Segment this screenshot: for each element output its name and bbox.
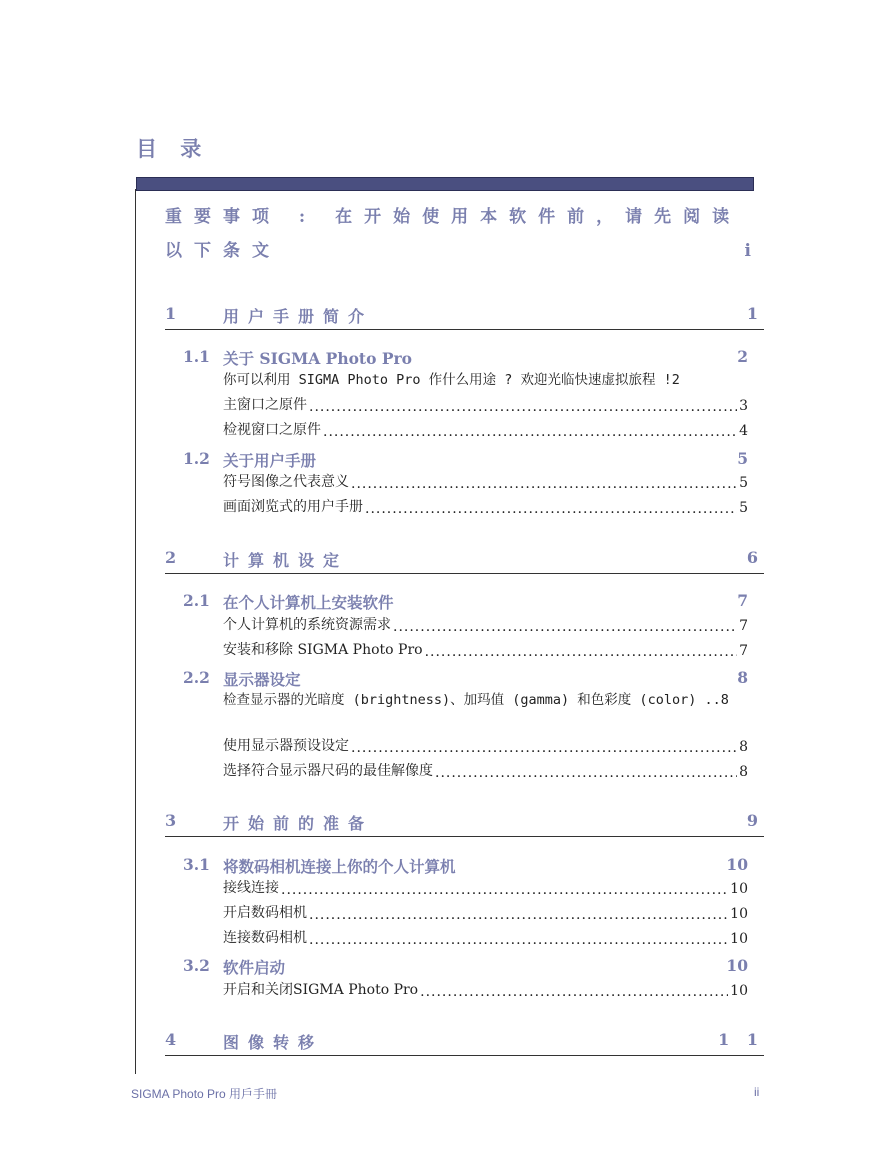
- chapter-title: 用户手册简介: [223, 307, 374, 326]
- entry-text: 主窗口之原件: [223, 397, 307, 413]
- toc-section-1-1[interactable]: [183, 347, 748, 369]
- entry-text: 检视窗口之原件: [223, 422, 321, 438]
- left-rule: [135, 189, 136, 1074]
- entry-text: 你可以利用 SIGMA Photo Pro 作什么用途 ? 欢迎光临快速虚拟旅程 !2: [223, 372, 680, 388]
- dot-leader: [323, 425, 737, 439]
- toc-section-2-1[interactable]: [183, 591, 748, 613]
- section-page: 10: [726, 855, 748, 874]
- section-number: 1.1: [183, 347, 210, 366]
- section-page: 2: [737, 347, 748, 366]
- toc-entry[interactable]: [223, 471, 748, 491]
- chapter-number: 1: [165, 304, 177, 323]
- toc-entry[interactable]: [223, 927, 748, 947]
- section-title: 软件启动: [223, 958, 286, 977]
- dot-leader: [425, 645, 738, 659]
- entry-text: 开启和关闭SIGMA Photo Pro: [223, 982, 419, 998]
- footer-title: SIGMA Photo Pro 用戶手冊: [131, 1087, 278, 1101]
- toc-intro-page: i: [744, 241, 751, 261]
- section-title: 在个人计算机上安装软件: [223, 593, 394, 612]
- chapter-page: 1: [746, 304, 764, 323]
- section-title: 显示器设定: [223, 670, 301, 689]
- entry-page: 10: [730, 906, 748, 922]
- entry-page: 10: [730, 931, 748, 947]
- toc-intro-line1: 重要事项 : 在开始使用本软件前，请先阅读: [165, 207, 742, 227]
- dot-leader: [351, 477, 737, 491]
- entry-text: 连接数码相机: [223, 930, 307, 946]
- entry-page: 5: [739, 500, 748, 516]
- entry-page: 10: [730, 881, 748, 897]
- toc-section-2-2[interactable]: [183, 668, 748, 690]
- toc-entry[interactable]: [223, 689, 748, 711]
- toc-chapter-2[interactable]: [165, 545, 764, 574]
- section-page: 7: [737, 591, 748, 610]
- page-title: 目 录: [136, 136, 210, 161]
- toc-entry[interactable]: [223, 614, 748, 634]
- section-number: 1.2: [183, 449, 210, 468]
- toc-entry[interactable]: [223, 735, 748, 755]
- header-bar: [136, 177, 754, 191]
- toc-chapter-4[interactable]: [165, 1027, 764, 1056]
- section-title: 关于 SIGMA Photo Pro: [223, 349, 412, 368]
- toc-entry[interactable]: [223, 639, 748, 659]
- section-number: 3.1: [183, 855, 210, 874]
- section-page: 10: [726, 956, 748, 975]
- toc-entry[interactable]: [223, 369, 748, 391]
- toc-section-1-2[interactable]: [183, 449, 748, 471]
- entry-text: 个人计算机的系统资源需求: [223, 617, 391, 633]
- entry-page: 3: [739, 398, 748, 414]
- toc-chapter-3[interactable]: [165, 808, 764, 837]
- entry-page: 8: [739, 764, 748, 780]
- entry-text: 画面浏览式的用户手册: [223, 499, 363, 515]
- toc-section-3-1[interactable]: [183, 855, 748, 877]
- chapter-page: 6: [746, 548, 764, 567]
- entry-page: 7: [739, 643, 748, 659]
- section-page: 5: [737, 449, 748, 468]
- dot-leader: [309, 908, 728, 922]
- toc-entry[interactable]: [223, 877, 748, 897]
- toc-entry[interactable]: [223, 496, 748, 516]
- toc-entry[interactable]: [223, 902, 748, 922]
- toc-entry[interactable]: [223, 979, 748, 999]
- chapter-title: 计算机设定: [223, 551, 349, 570]
- section-title: 将数码相机连接上你的个人计算机: [223, 857, 456, 876]
- entry-page: 8: [739, 739, 748, 755]
- section-number: 2.2: [183, 668, 210, 687]
- dot-leader: [420, 985, 728, 999]
- dot-leader: [351, 741, 737, 755]
- toc-entry[interactable]: [223, 760, 748, 780]
- dot-leader: [365, 502, 737, 516]
- entry-text: 安装和移除 SIGMA Photo Pro: [223, 642, 423, 658]
- chapter-number: 2: [165, 548, 177, 567]
- entry-text: 符号图像之代表意义: [223, 474, 349, 490]
- dot-leader: [281, 883, 728, 897]
- entry-text: 使用显示器预设设定: [223, 738, 349, 754]
- chapter-title: 开始前的准备: [223, 814, 374, 833]
- dot-leader: [393, 620, 737, 634]
- entry-text: 开启数码相机: [223, 905, 307, 921]
- toc-entry[interactable]: [223, 394, 748, 414]
- entry-page: 4: [739, 423, 748, 439]
- dot-leader: [309, 400, 737, 414]
- section-number: 3.2: [183, 956, 210, 975]
- toc-entry[interactable]: [223, 419, 748, 439]
- chapter-number: 4: [165, 1030, 177, 1049]
- toc-section-3-2[interactable]: [183, 956, 748, 978]
- entry-text: 选择符合显示器尺码的最佳解像度: [223, 763, 433, 779]
- entry-page: 5: [739, 475, 748, 491]
- toc-chapter-1[interactable]: [165, 301, 764, 330]
- chapter-title: 图像转移: [223, 1033, 324, 1052]
- chapter-page: 1 1: [718, 1030, 764, 1049]
- section-page: 8: [737, 668, 748, 687]
- section-title: 关于用户手册: [223, 451, 317, 470]
- entry-page: 7: [739, 618, 748, 634]
- footer-page-number: ii: [754, 1085, 760, 1099]
- toc-intro-line2: 以下条文: [165, 241, 281, 261]
- toc-intro[interactable]: [165, 200, 751, 268]
- dot-leader: [435, 766, 737, 780]
- chapter-number: 3: [165, 811, 177, 830]
- entry-text: 检查显示器的光暗度 (brightness)、加玛值 (gamma) 和色彩度 (color) ..8: [223, 692, 729, 708]
- dot-leader: [309, 933, 728, 947]
- section-number: 2.1: [183, 591, 210, 610]
- entry-text: 接线连接: [223, 880, 279, 896]
- chapter-page: 9: [746, 811, 764, 830]
- entry-page: 10: [730, 983, 748, 999]
